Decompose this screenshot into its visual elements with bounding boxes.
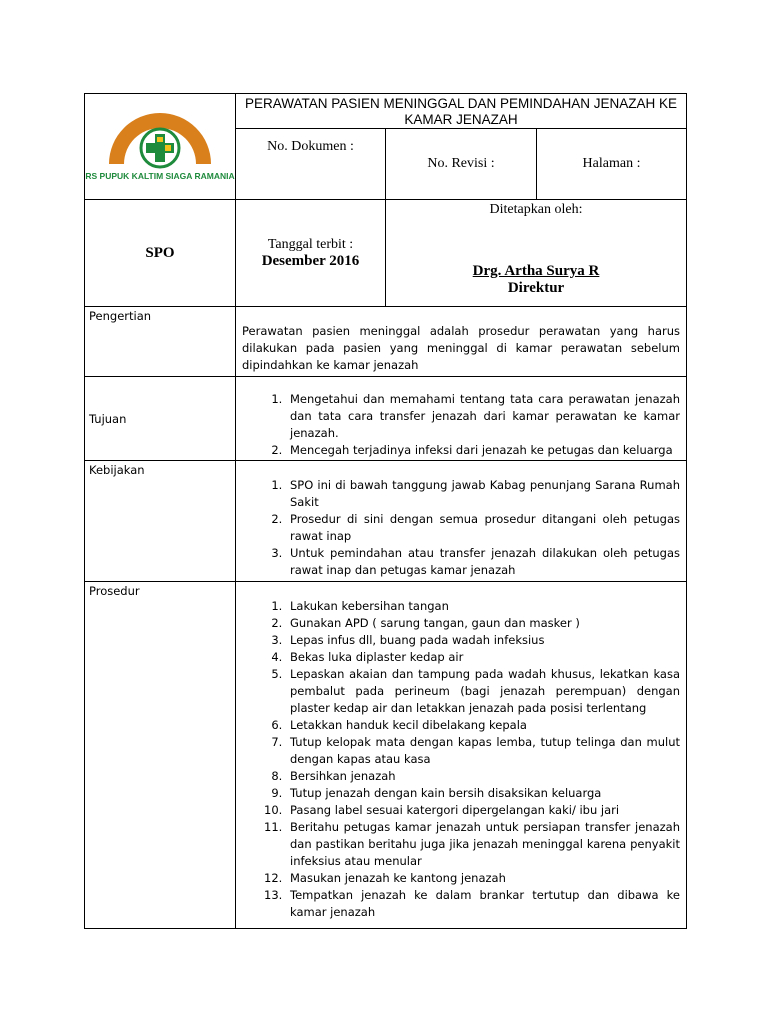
pengertian-label: Pengertian: [85, 307, 236, 377]
logo-cell: [85, 94, 236, 200]
ditetapkan-label: Ditetapkan oleh:: [489, 202, 583, 217]
kebijakan-content: [236, 461, 687, 582]
logo-text: RS PUPUK KALTIM SIAGA RAMANIA: [85, 171, 235, 181]
spo-label: SPO: [85, 200, 236, 307]
hospital-logo: [85, 102, 235, 186]
signer-name: Drg. Artha Surya R: [472, 263, 600, 279]
tujuan-label: Tujuan: [85, 377, 236, 461]
list-item: 2. Gunakan APD ( sarung tangan, gaun dan masker ): [286, 615, 680, 632]
tujuan-content: [236, 377, 687, 461]
kebijakan-label: Kebijakan: [85, 461, 236, 582]
spo-header-table: [84, 93, 687, 307]
list-item: 1. Lakukan kebersihan tangan: [286, 598, 680, 615]
list-item: 1. SPO ini di bawah tanggung jawab Kabag penunjang Sarana Rumah Sakit: [286, 477, 680, 511]
prosedur-label: Prosedur: [85, 582, 236, 929]
penetapan: [386, 200, 687, 307]
list-item: 5. Lepaskan akaian dan tampung pada wadah khusus, lekatkan kasa pembalut pada perineum (bagi jenazah perempuan) dengan plaster kedap air dan letakkan jenazah pada posisi terlentang: [286, 666, 680, 717]
spo-document: [84, 93, 686, 929]
list-item: 9. Tutup jenazah dengan kain bersih disaksikan keluarga: [286, 785, 680, 802]
spo-content-table: [84, 306, 687, 929]
list-item: 1. Mengetahui dan memahami tentang tata cara perawatan jenazah dan tata cara transfer jenazah dari kamar perawatan ke kamar jenazah.: [286, 391, 680, 442]
tanggal-terbit-value: Desember 2016: [261, 252, 360, 269]
list-item: 11. Beritahu petugas kamar jenazah untuk persiapan transfer jenazah dan pastikan beritahu juga jika jenazah meninggal karena penyakit infeksius atau menular: [286, 819, 680, 870]
list-item: 3. Untuk pemindahan atau transfer jenazah dilakukan oleh petugas rawat inap dan petugas kamar jenazah: [286, 545, 680, 579]
no-dokumen-label: No. Dokumen :: [236, 129, 386, 200]
no-revisi-label: No. Revisi :: [386, 129, 537, 200]
list-item: 2. Prosedur di sini dengan semua prosedur ditangani oleh petugas rawat inap: [286, 511, 680, 545]
tanggal-terbit-label: Tanggal terbit :: [267, 236, 354, 252]
tujuan-list: [236, 391, 686, 459]
tanggal-terbit: [236, 200, 386, 307]
list-item: 12. Masukan jenazah ke kantong jenazah: [286, 870, 680, 887]
kebijakan-list: [236, 477, 686, 579]
prosedur-content: [236, 582, 687, 929]
list-item: 7. Tutup kelopak mata dengan kapas lemba, tutup telinga dan mulut dengan kapas atau kasa: [286, 734, 680, 768]
halaman-label: Halaman :: [537, 129, 687, 200]
pengertian-text: Perawatan pasien meninggal adalah prosedur perawatan yang harus dilakukan pada pasien yang meninggal di kamar perawatan sebelum dipindahkan ke kamar jenazah: [236, 307, 687, 377]
signer-title: Direktur: [507, 280, 565, 296]
prosedur-list: [236, 598, 686, 921]
list-item: 4. Bekas luka diplaster kedap air: [286, 649, 680, 666]
document-title: PERAWATAN PASIEN MENINGGAL DAN PEMINDAHAN JENAZAH KE KAMAR JENAZAH: [236, 94, 687, 129]
list-item: 3. Lepas infus dll, buang pada wadah infeksius: [286, 632, 680, 649]
list-item: 2. Mencegah terjadinya infeksi dari jenazah ke petugas dan keluarga: [286, 442, 680, 459]
list-item: 13. Tempatkan jenazah ke dalam brankar tertutup dan dibawa ke kamar jenazah: [286, 887, 680, 921]
list-item: 8. Bersihkan jenazah: [286, 768, 680, 785]
list-item: 6. Letakkan handuk kecil dibelakang kepala: [286, 717, 680, 734]
list-item: 10. Pasang label sesuai katergori dipergelangan kaki/ ibu jari: [286, 802, 680, 819]
